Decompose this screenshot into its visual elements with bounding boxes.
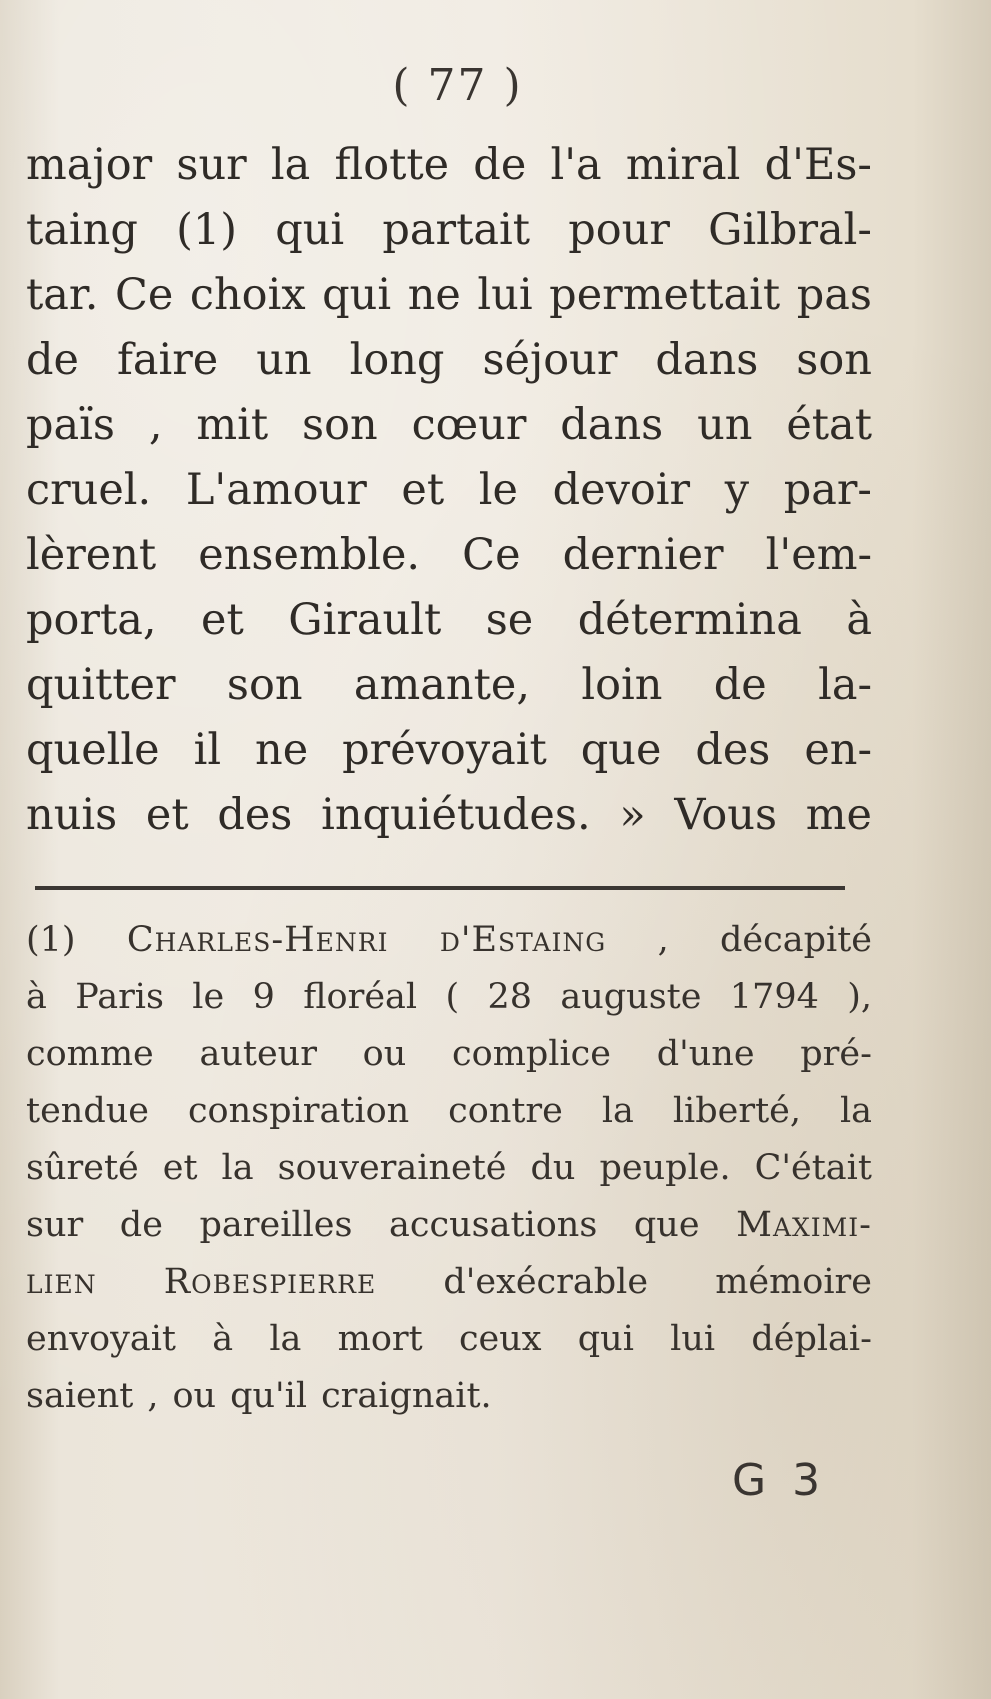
footnote-line bbox=[26, 912, 872, 969]
word: liberté, bbox=[672, 1091, 801, 1131]
word: loin bbox=[581, 660, 663, 710]
word: quitter bbox=[26, 660, 176, 710]
footnote-line bbox=[26, 1311, 872, 1368]
word: des bbox=[695, 725, 771, 775]
word: qui bbox=[577, 1319, 634, 1359]
word: Charles-Henri bbox=[126, 920, 389, 960]
word: devoir bbox=[552, 465, 691, 515]
word: un bbox=[256, 335, 312, 385]
word: flotte bbox=[334, 140, 450, 190]
word: 28 bbox=[487, 977, 532, 1017]
word: détermina bbox=[577, 595, 802, 645]
word: païs bbox=[26, 400, 115, 450]
word: d'une bbox=[656, 1034, 755, 1074]
word: que bbox=[580, 725, 662, 775]
word: à bbox=[26, 977, 47, 1017]
word: le bbox=[478, 465, 518, 515]
word: souveraineté bbox=[277, 1148, 507, 1188]
word: » bbox=[619, 790, 646, 840]
word: amante, bbox=[353, 660, 530, 710]
footnote-line bbox=[26, 1083, 872, 1140]
word: floréal bbox=[303, 977, 418, 1017]
word: complice bbox=[452, 1034, 611, 1074]
text-line bbox=[26, 523, 872, 588]
word: la bbox=[270, 140, 311, 190]
word: dans bbox=[560, 400, 664, 450]
text-line bbox=[26, 393, 872, 458]
word: comme bbox=[26, 1034, 154, 1074]
word: (1) bbox=[26, 920, 76, 960]
word: de bbox=[713, 660, 767, 710]
word: la bbox=[221, 1148, 254, 1188]
word: d'Estaing bbox=[439, 920, 607, 960]
text-line bbox=[26, 458, 872, 523]
word: , bbox=[148, 400, 163, 450]
word: lui bbox=[670, 1319, 716, 1359]
word: qu'il bbox=[230, 1376, 308, 1416]
word: l'em- bbox=[765, 530, 872, 580]
word: d'exécrable bbox=[443, 1262, 649, 1302]
word: long bbox=[349, 335, 445, 385]
word: d'Es- bbox=[764, 140, 872, 190]
word: 9 bbox=[252, 977, 275, 1017]
word: qui bbox=[322, 270, 392, 320]
word: son bbox=[302, 400, 378, 450]
word: L'amour bbox=[185, 465, 367, 515]
word: Gilbral- bbox=[708, 205, 872, 255]
word: auguste bbox=[560, 977, 702, 1017]
word: qui bbox=[275, 205, 345, 255]
word: mit bbox=[196, 400, 269, 450]
word: et bbox=[145, 790, 189, 840]
text-line bbox=[26, 133, 872, 198]
word: craignait. bbox=[321, 1376, 492, 1416]
word: sur bbox=[176, 140, 247, 190]
word: C'était bbox=[754, 1148, 872, 1188]
main-text bbox=[26, 133, 872, 848]
word: la bbox=[839, 1091, 872, 1131]
word: il bbox=[193, 725, 222, 775]
word: de bbox=[26, 335, 79, 385]
word: accusations bbox=[389, 1205, 598, 1245]
word: ne bbox=[407, 270, 461, 320]
word: , bbox=[147, 1376, 159, 1416]
word: partait bbox=[382, 205, 531, 255]
word: état bbox=[786, 400, 872, 450]
word: son bbox=[226, 660, 303, 710]
word: et bbox=[201, 595, 244, 645]
word: ), bbox=[847, 977, 872, 1017]
word: et bbox=[401, 465, 445, 515]
word: major bbox=[26, 140, 153, 190]
word: , bbox=[657, 920, 669, 960]
word: pré- bbox=[800, 1034, 872, 1074]
word: tendue bbox=[26, 1091, 149, 1131]
word: me bbox=[805, 790, 872, 840]
word: son bbox=[796, 335, 872, 385]
word: ceux bbox=[458, 1319, 542, 1359]
word: ou bbox=[172, 1376, 217, 1416]
word: quelle bbox=[26, 725, 160, 775]
word: et bbox=[162, 1148, 198, 1188]
word: prévoyait bbox=[342, 725, 547, 775]
text-line bbox=[26, 718, 872, 783]
word: Ce bbox=[114, 270, 174, 320]
word: porta, bbox=[26, 595, 157, 645]
text-line bbox=[26, 328, 872, 393]
word: y bbox=[724, 465, 750, 515]
word: lien bbox=[26, 1262, 97, 1302]
word: faire bbox=[116, 335, 219, 385]
word: Vous bbox=[674, 790, 778, 840]
word: cruel. bbox=[26, 465, 152, 515]
word: la bbox=[601, 1091, 634, 1131]
footnote-line bbox=[26, 1368, 872, 1425]
word: par- bbox=[783, 465, 872, 515]
word: saient bbox=[26, 1376, 134, 1416]
footnote-line bbox=[26, 1254, 872, 1311]
word: dans bbox=[655, 335, 759, 385]
footnote-line bbox=[26, 1140, 872, 1197]
word: un bbox=[697, 400, 753, 450]
word: auteur bbox=[199, 1034, 317, 1074]
word: pour bbox=[568, 205, 670, 255]
word: l'a bbox=[550, 140, 602, 190]
word: ou bbox=[362, 1034, 407, 1074]
word: déplai- bbox=[751, 1319, 872, 1359]
word: Robespierre bbox=[163, 1262, 377, 1302]
word: lèrent bbox=[26, 530, 157, 580]
word: sur bbox=[26, 1205, 84, 1245]
word: des bbox=[217, 790, 293, 840]
word: séjour bbox=[482, 335, 618, 385]
word: peuple. bbox=[599, 1148, 731, 1188]
word: de bbox=[119, 1205, 163, 1245]
text-line bbox=[26, 783, 872, 848]
word: choix bbox=[189, 270, 306, 320]
word: ne bbox=[255, 725, 309, 775]
word: envoyait bbox=[26, 1319, 176, 1359]
text-line bbox=[26, 653, 872, 718]
word: sûreté bbox=[26, 1148, 139, 1188]
word: ensemble. bbox=[198, 530, 421, 580]
word: conspiration bbox=[187, 1091, 410, 1131]
word: mémoire bbox=[715, 1262, 872, 1302]
word: tar. bbox=[26, 270, 99, 320]
word: de bbox=[473, 140, 527, 190]
signature-mark: G 3 bbox=[732, 1455, 827, 1506]
page-number: ( 77 ) bbox=[392, 60, 523, 111]
footnote-line bbox=[26, 969, 872, 1026]
word: 1794 bbox=[729, 977, 819, 1017]
footnote-line bbox=[26, 1197, 872, 1254]
footnote-line bbox=[26, 1026, 872, 1083]
word: Maximi- bbox=[736, 1205, 872, 1245]
word: le bbox=[192, 977, 225, 1017]
word: la bbox=[269, 1319, 302, 1359]
text-line bbox=[26, 263, 872, 328]
word: à bbox=[212, 1319, 234, 1359]
word: contre bbox=[448, 1091, 563, 1131]
word: mort bbox=[337, 1319, 423, 1359]
footnote-divider bbox=[35, 886, 845, 890]
word: Girault bbox=[288, 595, 442, 645]
word: à bbox=[846, 595, 872, 645]
word: en- bbox=[804, 725, 872, 775]
word: miral bbox=[625, 140, 741, 190]
word: (1) bbox=[176, 205, 237, 255]
word: nuis bbox=[26, 790, 118, 840]
word: Paris bbox=[75, 977, 164, 1017]
word: dernier bbox=[562, 530, 724, 580]
word: inquiétudes. bbox=[321, 790, 591, 840]
word: la- bbox=[818, 660, 872, 710]
word: pareilles bbox=[199, 1205, 353, 1245]
word: se bbox=[485, 595, 534, 645]
text-line bbox=[26, 588, 872, 653]
word: décapité bbox=[720, 920, 872, 960]
word: taing bbox=[26, 205, 138, 255]
text-line bbox=[26, 198, 872, 263]
footnote bbox=[26, 912, 872, 1425]
word: permettait bbox=[549, 270, 781, 320]
word: que bbox=[633, 1205, 700, 1245]
word: Ce bbox=[462, 530, 521, 580]
word: du bbox=[530, 1148, 576, 1188]
word: pas bbox=[796, 270, 872, 320]
word: ( bbox=[445, 977, 460, 1017]
word: lui bbox=[477, 270, 533, 320]
word: cœur bbox=[411, 400, 527, 450]
